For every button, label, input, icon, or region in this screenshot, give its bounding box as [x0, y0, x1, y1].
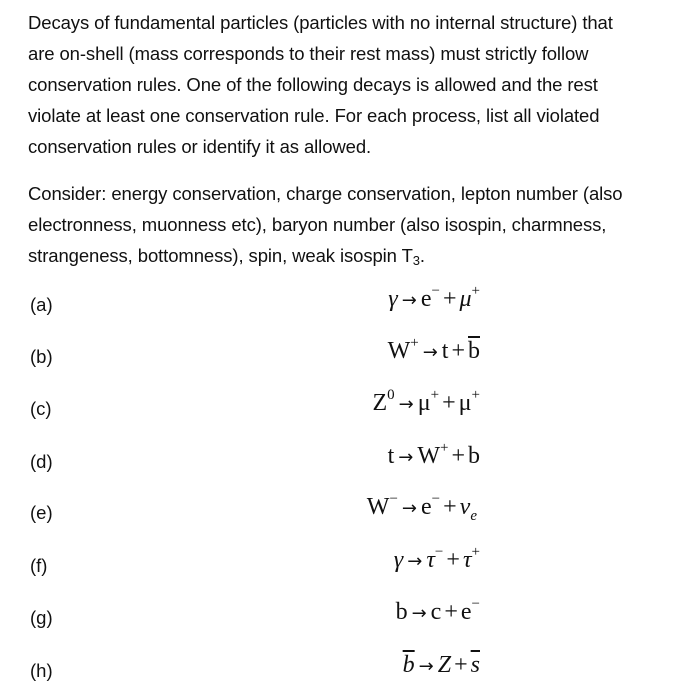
- decay-equation: [388, 283, 480, 313]
- eq-product: [426, 544, 444, 573]
- sym-W: W: [366, 494, 390, 520]
- consider-line: electronness, muonness etc), baryon number (also isospin, charmness,: [28, 214, 607, 235]
- sym-e: e: [420, 286, 432, 312]
- sym-mu: μ: [417, 390, 431, 416]
- decay-arrow: →: [411, 603, 427, 624]
- decay-row-g: [0, 596, 685, 639]
- consider-line-text: strangeness, bottomness), spin, weak isospin T: [28, 245, 413, 266]
- sym-W: W: [417, 443, 440, 469]
- sup-plus: +: [439, 440, 449, 456]
- decay-arrow: →: [422, 342, 438, 363]
- decay-arrow: →: [398, 447, 414, 468]
- decay-equation: [387, 440, 480, 470]
- intro-paragraph: [28, 7, 678, 162]
- sym-mu: μ: [458, 390, 472, 416]
- plus-sign: +: [444, 599, 458, 625]
- eq-product: c: [430, 599, 442, 625]
- plus-sign: +: [451, 443, 465, 469]
- consider-line: Consider: energy conservation, charge conservation, lepton number (also: [28, 183, 623, 204]
- decay-row-b: [0, 335, 685, 378]
- decay-row-h: [0, 652, 685, 692]
- sym-e: e: [421, 494, 432, 520]
- consider-paragraph: [28, 178, 678, 276]
- eq-parent: b: [395, 599, 408, 625]
- eq-product: [462, 544, 480, 573]
- eq-parent: t: [387, 443, 395, 469]
- plus-sign: +: [443, 494, 457, 520]
- eq-product-antiparticle: $\overline{b}$: [468, 338, 480, 364]
- sup-minus: −: [431, 283, 440, 299]
- intro-line: are on-shell (mass corresponds to their rest mass) must strictly follow: [28, 43, 589, 64]
- sup-minus: −: [389, 491, 398, 507]
- sup-plus: +: [471, 387, 480, 403]
- decay-row-e: [0, 491, 685, 534]
- decay-label: (h): [30, 660, 53, 681]
- eq-product: [459, 283, 480, 312]
- sup-plus: +: [410, 335, 419, 351]
- eq-parent: γ: [388, 286, 398, 312]
- consider-line: [28, 240, 678, 276]
- sup-minus: −: [471, 596, 480, 612]
- intro-line: violate at least one conservation rule. For each process, list all violated: [28, 105, 600, 126]
- eq-parent: [372, 387, 395, 416]
- decay-arrow: →: [401, 290, 417, 311]
- isospin-subscript: 3: [412, 253, 420, 268]
- sup-minus: −: [434, 544, 444, 560]
- decay-row-d: [0, 440, 685, 483]
- sup-plus: +: [430, 387, 440, 403]
- plus-sign: +: [451, 338, 465, 364]
- plus-sign: +: [454, 652, 468, 678]
- decay-arrow: →: [418, 656, 434, 677]
- consider-line-end: .: [419, 245, 425, 266]
- eq-product: [420, 283, 440, 312]
- decay-equation: [403, 652, 480, 679]
- eq-product: t: [441, 338, 449, 364]
- sup-plus: +: [471, 544, 480, 560]
- eq-product-antiparticle: $\overline{s}$: [470, 652, 480, 678]
- decay-arrow: →: [401, 498, 417, 519]
- decay-row-a: [0, 283, 685, 326]
- sym-tau: τ: [426, 547, 435, 573]
- sub-e: e: [470, 508, 477, 524]
- sup-plus: +: [471, 283, 480, 299]
- decay-equation: [395, 596, 480, 626]
- sym-Z: Z: [372, 390, 388, 416]
- eq-parent: [387, 335, 419, 364]
- sup-minus: −: [431, 491, 441, 507]
- decay-label: (g): [30, 607, 53, 628]
- plus-sign: +: [446, 547, 460, 573]
- decay-arrow: →: [407, 551, 423, 572]
- decay-equation: [387, 335, 480, 365]
- eq-product: b: [468, 443, 480, 469]
- decay-equation: [393, 544, 480, 574]
- eq-product: [421, 491, 441, 520]
- decay-label: (a): [30, 294, 53, 315]
- sym-nu: ν: [459, 494, 471, 520]
- decay-row-c: [0, 387, 685, 430]
- plus-sign: +: [442, 286, 457, 312]
- eq-product: [460, 596, 480, 625]
- eq-parent: γ: [393, 547, 404, 573]
- sym-mu: μ: [459, 286, 472, 312]
- decay-label: (e): [30, 502, 53, 523]
- decay-label: (f): [30, 555, 48, 576]
- decay-label: (c): [30, 398, 52, 419]
- decay-equation: [372, 387, 481, 417]
- eq-product: Z: [437, 652, 452, 678]
- eq-product: [458, 387, 480, 416]
- sym-W: W: [387, 338, 411, 364]
- plus-sign: +: [442, 390, 456, 416]
- intro-line: conservation rules or identify it as allowed.: [28, 136, 372, 157]
- decay-row-f: [0, 544, 685, 587]
- eq-parent: [366, 491, 398, 520]
- sup-zero: 0: [387, 387, 395, 403]
- decay-equation: [366, 491, 477, 524]
- eq-parent-antiparticle: $\overline{b}$: [402, 652, 415, 678]
- intro-line: conservation rules. One of the following decays is allowed and the rest: [28, 74, 598, 95]
- decay-label: (b): [30, 346, 53, 367]
- decay-arrow: →: [398, 394, 414, 415]
- intro-line: Decays of fundamental particles (particles with no internal structure) that: [28, 12, 613, 33]
- eq-product: [417, 387, 440, 416]
- decay-label: (d): [30, 451, 53, 472]
- sym-tau: τ: [462, 547, 472, 573]
- eq-product: [417, 440, 449, 469]
- sym-e: e: [460, 599, 472, 625]
- eq-product: [459, 494, 477, 524]
